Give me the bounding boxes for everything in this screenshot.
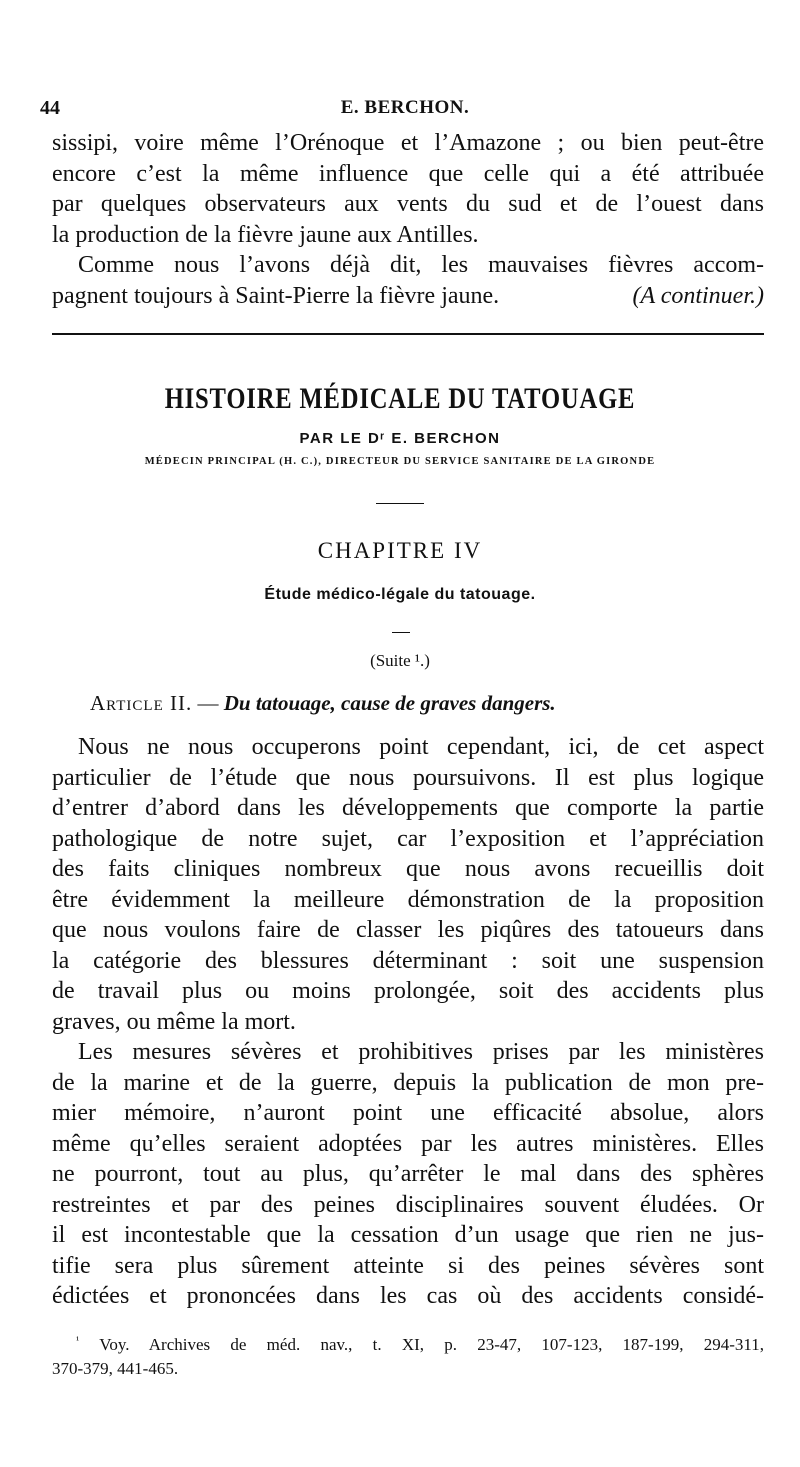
text-line: de la marine et de la guerre, depuis la publication de mon pre- [52, 1069, 764, 1096]
body-text [52, 732, 764, 1312]
text-line: que nous voulons faire de classer les piqûres des tatoueurs dans [52, 917, 764, 943]
short-divider [376, 503, 424, 504]
text-line: il est incontestable que la cessation d’un usage que rien ne jus- [52, 1222, 764, 1248]
running-header [40, 97, 770, 125]
text-line: pathologique de notre sujet, car l’exposition et l’appréciation [52, 825, 764, 852]
section-divider [52, 333, 764, 335]
text-line: pagnent toujours à Saint-Pierre la fièvre jaune. [52, 282, 500, 309]
footnote-marker: ¹ [76, 1334, 80, 1347]
text-line: même qu’elles seraient adoptées par les autres ministères. Elles [52, 1130, 764, 1157]
text-line: graves, ou même la mort. [52, 1008, 296, 1035]
article-author: PAR LE Dʳ E. BERCHON [299, 430, 501, 447]
section-dash: — [192, 691, 224, 715]
running-title: E. BERCHON. [340, 97, 470, 118]
footnote-text: Voy. Archives de méd. nav., t. XI, p. 23-47, 107-123, 187-199, 294-311, [99, 1335, 764, 1354]
section-title: Du tatouage, cause de graves dangers. [223, 691, 556, 715]
text-line: ne pourront, tout au plus, qu’arrêter le mal dans des sphères [52, 1161, 764, 1187]
text-line: la catégorie des blessures déterminant : soit une suspension [52, 947, 764, 974]
text-line: la production de la fièvre jaune aux Antilles. [52, 221, 479, 248]
short-divider [392, 632, 410, 633]
section-heading [90, 691, 556, 716]
footnote [52, 1333, 764, 1381]
text-line: particulier de l’étude que nous poursuivons. Il est plus logique [52, 764, 764, 791]
text-line: par quelques observateurs aux vents du sud et de l’ouest dans [52, 191, 764, 217]
text-line: Comme nous l’avons déjà dit, les mauvaises fièvres accom- [78, 252, 764, 278]
continuation-note: (A continuer.) [632, 282, 764, 309]
article-title: HISTOIRE MÉDICALE DU TATOUAGE [164, 382, 636, 415]
section-label: Article II. [90, 691, 193, 715]
text-line: restreintes et par des peines disciplinaires souvent éludées. Or [52, 1191, 764, 1218]
text-line: édictées et prononcées dans les cas où des accidents considé- [52, 1283, 764, 1309]
author-role: MÉDECIN PRINCIPAL (H. C.), DIRECTEUR DU SERVICE SANITAIRE DE LA GIRONDE [144, 456, 656, 467]
footnote-line: 370-379, 441-465. [52, 1359, 179, 1378]
page-number: 44 [40, 97, 60, 119]
chapter-heading: CHAPITRE IV [317, 538, 483, 563]
text-line: être évidemment la meilleure démonstration de la proposition [52, 886, 764, 913]
text-line-with-note [52, 281, 764, 312]
chapter-subtitle: Étude médico-légale du tatouage. [264, 586, 536, 603]
text-line: des faits cliniques nombreux que nous avons recueillis doit [52, 856, 764, 882]
text-line: d’entrer d’abord dans les développements que comporte la partie [52, 795, 764, 821]
text-line: encore c’est la même influence que celle qui a été attribuée [52, 160, 764, 187]
footnote-line [52, 1333, 764, 1357]
text-line: sissipi, voire même l’Orénoque et l’Amazone ; ou bien peut-être [52, 130, 764, 156]
text-line: Les mesures sévères et prohibitives prises par les ministères [78, 1039, 764, 1065]
text-line: tifie sera plus sûrement atteinte si des peines sévères sont [52, 1252, 764, 1279]
text-line: de travail plus ou moins prolongée, soit des accidents plus [52, 978, 764, 1004]
text-line: mier mémoire, n’auront point une efficacité absolue, alors [52, 1100, 764, 1126]
text-line: Nous ne nous occuperons point cependant, ici, de cet aspect [78, 734, 764, 760]
previous-article-text [52, 128, 764, 311]
suite-note: (Suite ¹.) [370, 651, 430, 670]
